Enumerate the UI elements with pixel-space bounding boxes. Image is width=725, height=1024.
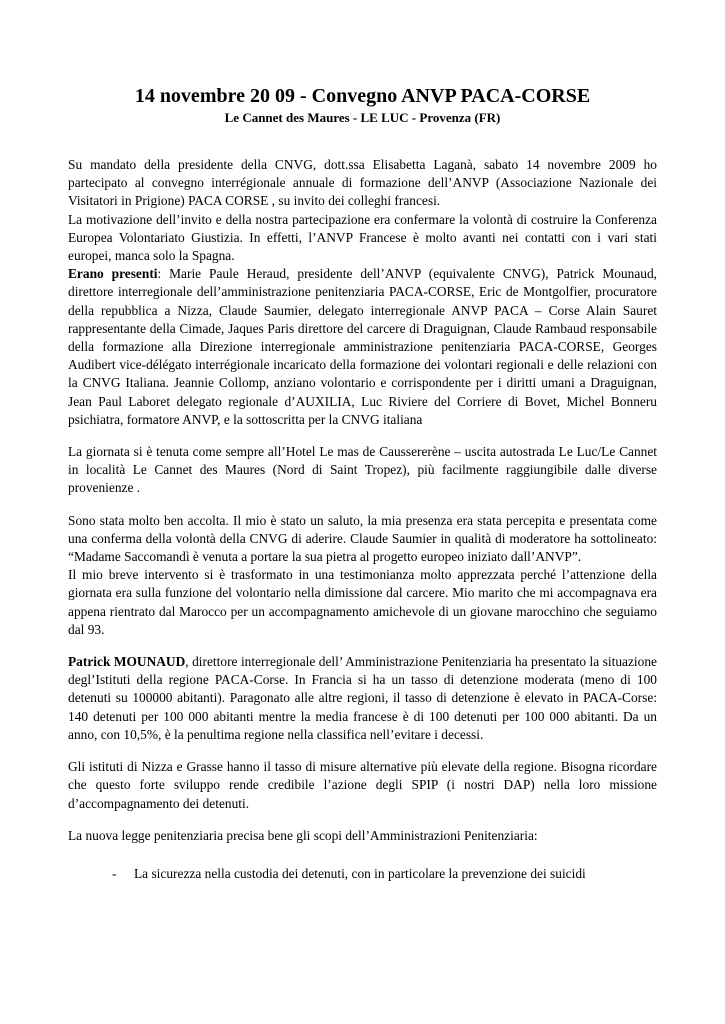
paragraph-mandate: Su mandato della presidente della CNVG, dott.ssa Elisabetta Laganà, sabato 14 novembre 2009 ho partecipato al convegno interrégionale annuale di formazione dell’ANVP (Associazione Nazionale dei Visitatori in Prigione) PACA CORSE , su invito dei colleghi francesi. <box>68 157 657 209</box>
paragraph-attendees <box>68 265 657 429</box>
aims-list <box>68 865 657 883</box>
list-item-text: La sicurezza nella custodia dei detenuti, con in particolare la prevenzione dei suicidi <box>134 865 586 881</box>
mounaud-label: Patrick MOUNAUD <box>68 654 186 670</box>
paragraph-venue: La giornata si è tenuta come sempre all’Hotel Le mas de Caussererène – uscita autostrada Le Luc/Le Cannet in località Le Cannet des Maures (Nord di Saint Tropez), più facilmente raggiungibile dalle diverse provenienze . <box>68 444 657 496</box>
document-subtitle: Le Cannet des Maures - LE LUC - Provenza (FR) <box>224 110 501 125</box>
mounaud-text: , direttore interregionale dell’ Amministrazione Penitenziaria ha presentato la situazione degl’Istituti della regione PACA-Corse. In Francia si ha un tasso di detenzione moderata (meno di 100 detenuti su 100000 abitanti). Paragonato alle altre regioni, il tasso di detenzione è elevato in PACA-Corse: 140 detenuti per 100 000 abitanti mentre la media francese è di 100 detenuti per 100 000 abitanti. Da un anno, con 10,5%, è la penultima regione nella classifica nell’evitare i decessi. <box>68 654 657 742</box>
attendees-text: : Marie Paule Heraud, presidente dell’ANVP (equivalente CNVG), Patrick Mounaud, direttore interregionale dell’amministrazione penitenziaria PACA-CORSE, Eric de Montgolfier, procuratore della repubblica a Nizza, Claude Saumier, delegato interregionale ANVP PACA – Corse Alain Sauret rappresentante della Cimade, Jaques Paris direttore del carcere di Draguignan, Claude Rambaud responsabile della formazione alla Direzione interregionale amministrazione penitenziaria PACA-CORSE, Georges Audibert vice-délégato interrégionale incaricato della formazione dei volontari regionali e delle relazioni con la CNVG Italiana. Jeannie Collomp, anziano volontario e corrispondente per i diritti umani a Draguignan, Jean Paul Laboret delegato regionale d’AUXILIA, Luc Riviere del Corriere di Bovet, Michel Bonneru psichiatra, formatore ANVP, e la sottoscritta per la CNVG italiana <box>68 266 658 427</box>
paragraph-mounaud <box>68 653 657 744</box>
paragraph-new-law: La nuova legge penitenziaria precisa bene gli scopi dell’Amministrazioni Penitenziaria: <box>68 827 538 843</box>
list-bullet: - <box>112 865 117 881</box>
list-item <box>68 865 657 883</box>
paragraph-motivation: La motivazione dell’invito e della nostra partecipazione era confermare la volontà di costruire la Conferenza Europea Volontariato Giustizia. In effetti, l’ANVP Francese è molto avanti nei contatti con i vari stati europei, manca solo la Spagna. <box>68 211 657 264</box>
attendees-label: Erano presenti <box>68 266 158 282</box>
paragraph-nizza-grasse: Gli istituti di Nizza e Grasse hanno il tasso di misure alternative più elevate della regione. Bisogna ricordare che questo forte sviluppo rende credibile l’azione degli SPIP (i nostri DAP) nella loro missione d’accompagnamento dei detenuti. <box>68 759 657 811</box>
paragraph-welcome: Sono stata molto ben accolta. Il mio è stato un saluto, la mia presenza era stata percepita e presentata come una conferma della volontà della CNVG di aderire. Claude Saumier in qualità di moderatore ha sottolineato: “Madame Saccomandì è venuta a portare la sua pietra al progetto europeo iniziato dall’ANVP”. <box>68 512 657 565</box>
paragraph-testimony: Il mio breve intervento si è trasformato in una testimonianza molto apprezzata perché l’attenzione della giornata era sulla funzione del volontario nella dimissione dal carcere. Mio marito che mi accompagnava era appena rientrato dal Marocco per un accompagnamento amichevole di un giovane marocchino che seguiamo dal 93. <box>68 567 657 637</box>
document-title: 14 novembre 20 09 - Convegno ANVP PACA-CORSE <box>134 85 591 107</box>
